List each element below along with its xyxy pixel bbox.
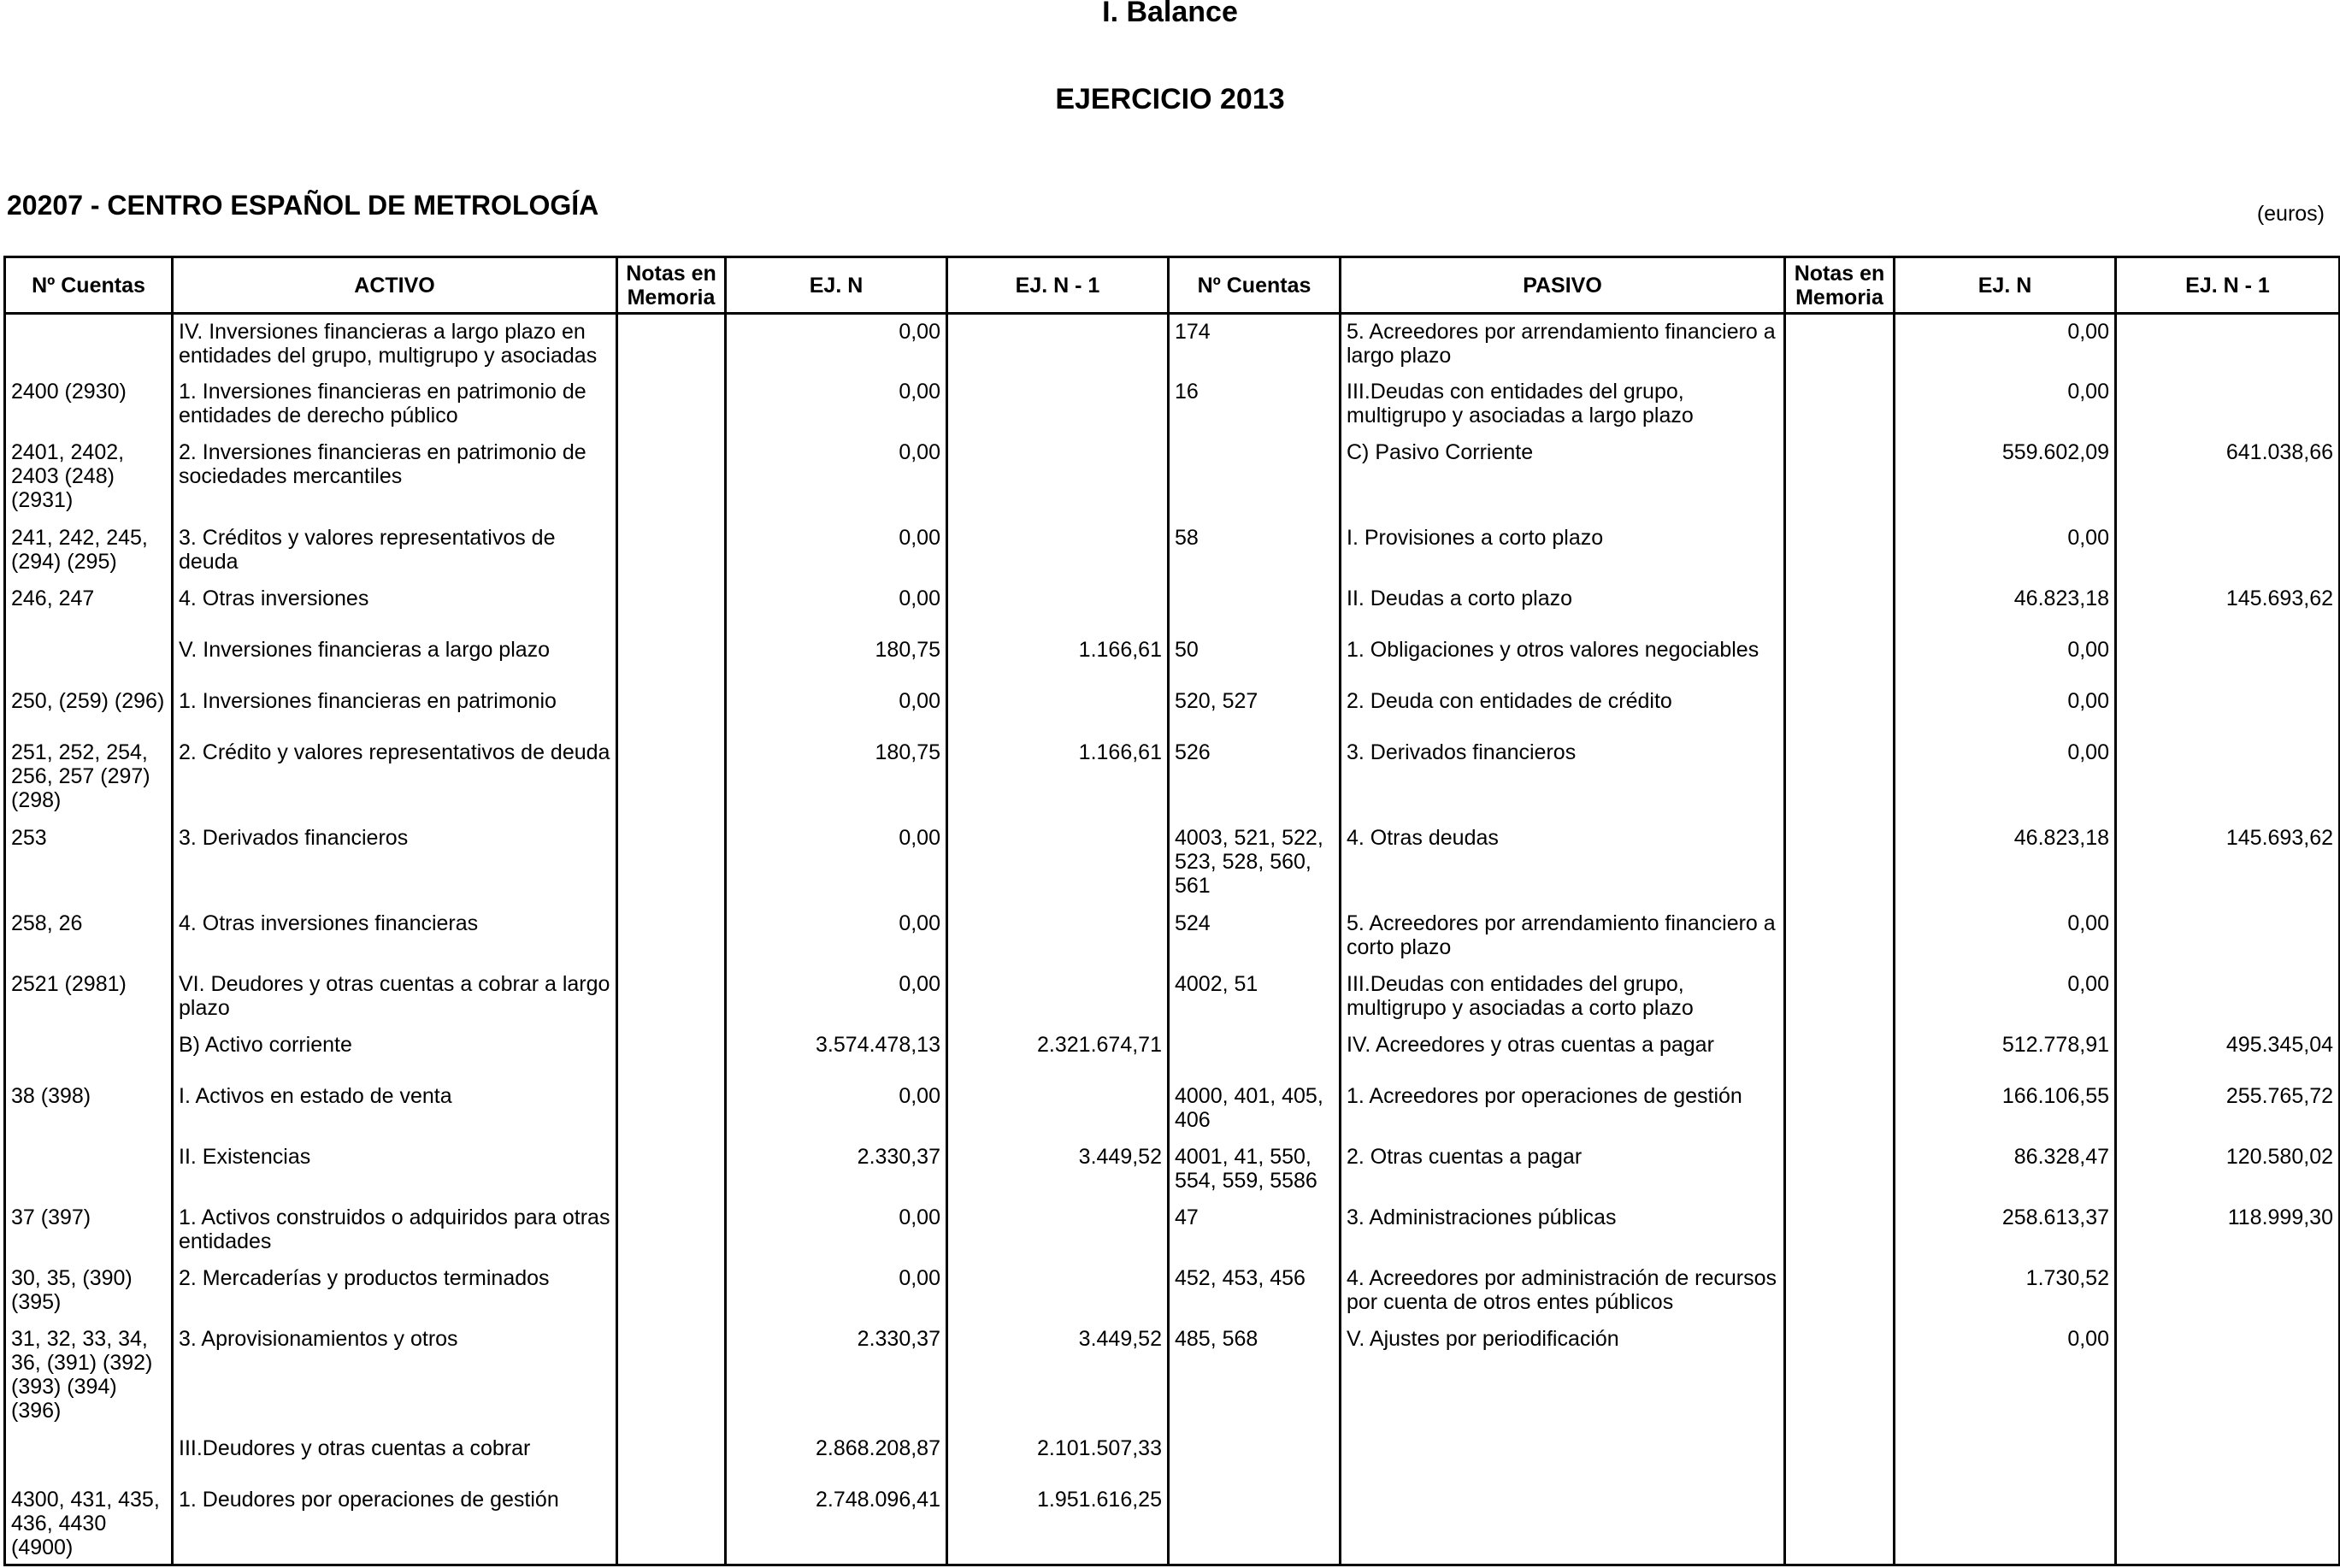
cell-assets-label: 2. Inversiones financieras en patrimonio de sociedades mercantiles bbox=[173, 435, 617, 521]
cell-assets-label: 1. Inversiones financieras en patrimonio de entidades de derecho público bbox=[173, 374, 617, 435]
cell-year-n1-assets bbox=[947, 435, 1169, 521]
cell-accounts-liabilities: 47 bbox=[1169, 1200, 1341, 1261]
cell-year-n-assets: 0,00 bbox=[726, 821, 947, 906]
cell-year-n1-assets: 2.101.507,33 bbox=[947, 1431, 1169, 1483]
cell-accounts-assets: 258, 26 bbox=[5, 906, 173, 967]
cell-year-n1-assets: 1.166,61 bbox=[947, 633, 1169, 684]
cell-accounts-liabilities bbox=[1169, 1431, 1341, 1483]
cell-year-n1-assets: 1.951.616,25 bbox=[947, 1483, 1169, 1565]
cell-liabilities-label: 3. Derivados financieros bbox=[1341, 735, 1785, 821]
cell-accounts-assets: 2400 (2930) bbox=[5, 374, 173, 435]
cell-notes-assets bbox=[617, 821, 726, 906]
cell-year-n-assets: 2.330,37 bbox=[726, 1322, 947, 1431]
cell-year-n1-assets bbox=[947, 821, 1169, 906]
cell-year-n-liabilities: 0,00 bbox=[1895, 906, 2116, 967]
col-header-year-n-assets: EJ. N bbox=[726, 257, 947, 314]
cell-liabilities-label bbox=[1341, 1431, 1785, 1483]
cell-year-n1-liabilities bbox=[2116, 633, 2340, 684]
cell-accounts-liabilities bbox=[1169, 435, 1341, 521]
col-header-liabilities: PASIVO bbox=[1341, 257, 1785, 314]
cell-year-n-assets: 2.748.096,41 bbox=[726, 1483, 947, 1565]
cell-liabilities-label: 2. Otras cuentas a pagar bbox=[1341, 1140, 1785, 1200]
cell-accounts-assets: 4300, 431, 435, 436, 4430 (4900) bbox=[5, 1483, 173, 1565]
cell-year-n1-liabilities: 145.693,62 bbox=[2116, 581, 2340, 633]
cell-year-n1-liabilities bbox=[2116, 1483, 2340, 1565]
cell-liabilities-label bbox=[1341, 1483, 1785, 1565]
table-row bbox=[5, 1322, 2340, 1431]
table-row bbox=[5, 1028, 2340, 1079]
cell-accounts-liabilities: 58 bbox=[1169, 521, 1341, 581]
cell-liabilities-label: 4. Otras deudas bbox=[1341, 821, 1785, 906]
cell-year-n1-assets: 3.449,52 bbox=[947, 1322, 1169, 1431]
col-header-accounts-assets: Nº Cuentas bbox=[5, 257, 173, 314]
cell-accounts-assets: 2521 (2981) bbox=[5, 967, 173, 1028]
cell-accounts-liabilities: 526 bbox=[1169, 735, 1341, 821]
cell-liabilities-label: I. Provisiones a corto plazo bbox=[1341, 521, 1785, 581]
col-header-year-n1-liabilities: EJ. N - 1 bbox=[2116, 257, 2340, 314]
cell-assets-label: 3. Aprovisionamientos y otros bbox=[173, 1322, 617, 1431]
cell-year-n-liabilities: 0,00 bbox=[1895, 314, 2116, 374]
cell-notes-assets bbox=[617, 1483, 726, 1565]
cell-notes-liabilities bbox=[1785, 435, 1895, 521]
cell-year-n-liabilities: 0,00 bbox=[1895, 521, 2116, 581]
table-row bbox=[5, 374, 2340, 435]
cell-year-n-assets: 0,00 bbox=[726, 1200, 947, 1261]
cell-year-n-assets: 0,00 bbox=[726, 1079, 947, 1140]
cell-year-n-liabilities: 46.823,18 bbox=[1895, 581, 2116, 633]
cell-notes-assets bbox=[617, 1261, 726, 1322]
cell-assets-label: IV. Inversiones financieras a largo plazo en entidades del grupo, multigrupo y asociadas bbox=[173, 314, 617, 374]
cell-year-n1-liabilities: 120.580,02 bbox=[2116, 1140, 2340, 1200]
cell-year-n-assets: 0,00 bbox=[726, 435, 947, 521]
cell-accounts-liabilities: 452, 453, 456 bbox=[1169, 1261, 1341, 1322]
cell-notes-assets bbox=[617, 1322, 726, 1431]
col-header-year-n-liabilities: EJ. N bbox=[1895, 257, 2116, 314]
cell-notes-assets bbox=[617, 1200, 726, 1261]
cell-year-n1-assets: 2.321.674,71 bbox=[947, 1028, 1169, 1079]
table-row bbox=[5, 906, 2340, 967]
cell-accounts-assets: 30, 35, (390) (395) bbox=[5, 1261, 173, 1322]
cell-year-n-liabilities: 0,00 bbox=[1895, 633, 2116, 684]
cell-notes-assets bbox=[617, 1431, 726, 1483]
cell-notes-assets bbox=[617, 1140, 726, 1200]
cell-notes-liabilities bbox=[1785, 1079, 1895, 1140]
balance-body bbox=[5, 314, 2340, 1565]
cell-assets-label: 3. Derivados financieros bbox=[173, 821, 617, 906]
cell-assets-label: V. Inversiones financieras a largo plazo bbox=[173, 633, 617, 684]
cell-year-n-liabilities: 46.823,18 bbox=[1895, 821, 2116, 906]
cell-year-n-assets: 0,00 bbox=[726, 314, 947, 374]
cell-year-n1-assets bbox=[947, 314, 1169, 374]
table-row bbox=[5, 314, 2340, 374]
header-row bbox=[5, 257, 2340, 314]
cell-liabilities-label: III.Deudas con entidades del grupo, multigrupo y asociadas a corto plazo bbox=[1341, 967, 1785, 1028]
cell-accounts-assets: 31, 32, 33, 34, 36, (391) (392) (393) (394) (396) bbox=[5, 1322, 173, 1431]
cell-notes-liabilities bbox=[1785, 1322, 1895, 1431]
cell-year-n-assets: 0,00 bbox=[726, 906, 947, 967]
cell-accounts-liabilities: 4003, 521, 522, 523, 528, 560, 561 bbox=[1169, 821, 1341, 906]
cell-notes-assets bbox=[617, 1079, 726, 1140]
cell-year-n1-liabilities bbox=[2116, 684, 2340, 735]
cell-accounts-assets: 251, 252, 254, 256, 257 (297) (298) bbox=[5, 735, 173, 821]
cell-notes-assets bbox=[617, 633, 726, 684]
cell-year-n-liabilities: 0,00 bbox=[1895, 1322, 2116, 1431]
cell-year-n-liabilities: 0,00 bbox=[1895, 374, 2116, 435]
cell-assets-label: 1. Activos construidos o adquiridos para otras entidades bbox=[173, 1200, 617, 1261]
table-row bbox=[5, 1483, 2340, 1565]
cell-year-n1-liabilities bbox=[2116, 906, 2340, 967]
cell-year-n-liabilities: 1.730,52 bbox=[1895, 1261, 2116, 1322]
cell-year-n-assets: 3.574.478,13 bbox=[726, 1028, 947, 1079]
cell-accounts-liabilities bbox=[1169, 1028, 1341, 1079]
cell-assets-label: 2. Crédito y valores representativos de deuda bbox=[173, 735, 617, 821]
cell-liabilities-label: II. Deudas a corto plazo bbox=[1341, 581, 1785, 633]
cell-accounts-assets: 37 (397) bbox=[5, 1200, 173, 1261]
col-header-year-n1-assets: EJ. N - 1 bbox=[947, 257, 1169, 314]
table-row bbox=[5, 821, 2340, 906]
cell-notes-liabilities bbox=[1785, 374, 1895, 435]
cell-year-n-liabilities: 0,00 bbox=[1895, 684, 2116, 735]
cell-liabilities-label: 5. Acreedores por arrendamiento financiero a largo plazo bbox=[1341, 314, 1785, 374]
cell-assets-label: I. Activos en estado de venta bbox=[173, 1079, 617, 1140]
cell-year-n1-liabilities: 641.038,66 bbox=[2116, 435, 2340, 521]
cell-year-n-assets: 0,00 bbox=[726, 684, 947, 735]
cell-liabilities-label: V. Ajustes por periodificación bbox=[1341, 1322, 1785, 1431]
balance-table bbox=[3, 256, 2340, 1566]
cell-assets-label: 3. Créditos y valores representativos de deuda bbox=[173, 521, 617, 581]
col-header-notes-assets: Notas en Memoria bbox=[617, 257, 726, 314]
cell-assets-label: B) Activo corriente bbox=[173, 1028, 617, 1079]
cell-notes-assets bbox=[617, 374, 726, 435]
cell-notes-liabilities bbox=[1785, 1200, 1895, 1261]
cell-year-n1-assets bbox=[947, 684, 1169, 735]
cell-liabilities-label: 4. Acreedores por administración de recursos por cuenta de otros entes públicos bbox=[1341, 1261, 1785, 1322]
cell-accounts-assets bbox=[5, 1140, 173, 1200]
cell-year-n-liabilities: 258.613,37 bbox=[1895, 1200, 2116, 1261]
cell-assets-label: 4. Otras inversiones bbox=[173, 581, 617, 633]
cell-notes-liabilities bbox=[1785, 967, 1895, 1028]
cell-notes-liabilities bbox=[1785, 1261, 1895, 1322]
cell-year-n-liabilities: 0,00 bbox=[1895, 735, 2116, 821]
col-header-accounts-liabilities: Nº Cuentas bbox=[1169, 257, 1341, 314]
table-row bbox=[5, 581, 2340, 633]
cell-accounts-assets: 250, (259) (296) bbox=[5, 684, 173, 735]
units-label: (euros) bbox=[2256, 202, 2325, 226]
cell-accounts-assets: 38 (398) bbox=[5, 1079, 173, 1140]
cell-assets-label: 1. Inversiones financieras en patrimonio bbox=[173, 684, 617, 735]
cell-year-n-assets: 0,00 bbox=[726, 581, 947, 633]
cell-assets-label: 1. Deudores por operaciones de gestión bbox=[173, 1483, 617, 1565]
cell-notes-liabilities bbox=[1785, 1483, 1895, 1565]
cell-assets-label: 2. Mercaderías y productos terminados bbox=[173, 1261, 617, 1322]
cell-year-n1-liabilities bbox=[2116, 967, 2340, 1028]
cell-year-n1-liabilities bbox=[2116, 314, 2340, 374]
cell-accounts-liabilities: 485, 568 bbox=[1169, 1322, 1341, 1431]
table-row bbox=[5, 1431, 2340, 1483]
cell-notes-liabilities bbox=[1785, 906, 1895, 967]
cell-notes-liabilities bbox=[1785, 1431, 1895, 1483]
cell-notes-assets bbox=[617, 435, 726, 521]
cell-accounts-liabilities: 16 bbox=[1169, 374, 1341, 435]
cell-notes-assets bbox=[617, 314, 726, 374]
cell-accounts-assets: 241, 242, 245, (294) (295) bbox=[5, 521, 173, 581]
cell-notes-liabilities bbox=[1785, 684, 1895, 735]
cell-accounts-assets bbox=[5, 633, 173, 684]
table-row bbox=[5, 435, 2340, 521]
table-row bbox=[5, 1079, 2340, 1140]
cell-year-n-assets: 0,00 bbox=[726, 521, 947, 581]
cell-accounts-liabilities: 524 bbox=[1169, 906, 1341, 967]
cell-accounts-assets: 253 bbox=[5, 821, 173, 906]
cell-accounts-liabilities: 4002, 51 bbox=[1169, 967, 1341, 1028]
cell-assets-label: VI. Deudores y otras cuentas a cobrar a largo plazo bbox=[173, 967, 617, 1028]
table-row bbox=[5, 1261, 2340, 1322]
cell-year-n1-liabilities: 145.693,62 bbox=[2116, 821, 2340, 906]
cell-notes-assets bbox=[617, 684, 726, 735]
cell-year-n-liabilities: 166.106,55 bbox=[1895, 1079, 2116, 1140]
cell-year-n1-liabilities bbox=[2116, 374, 2340, 435]
cell-year-n1-assets bbox=[947, 906, 1169, 967]
cell-accounts-assets bbox=[5, 1431, 173, 1483]
cell-year-n1-liabilities bbox=[2116, 1322, 2340, 1431]
table-row bbox=[5, 521, 2340, 581]
cell-year-n-liabilities: 0,00 bbox=[1895, 967, 2116, 1028]
cell-notes-assets bbox=[617, 521, 726, 581]
cell-accounts-liabilities: 174 bbox=[1169, 314, 1341, 374]
cell-notes-liabilities bbox=[1785, 1028, 1895, 1079]
cell-notes-liabilities bbox=[1785, 581, 1895, 633]
cell-accounts-assets bbox=[5, 1028, 173, 1079]
cell-year-n1-liabilities bbox=[2116, 1431, 2340, 1483]
cell-accounts-assets: 2401, 2402, 2403 (248) (2931) bbox=[5, 435, 173, 521]
cell-accounts-assets: 246, 247 bbox=[5, 581, 173, 633]
cell-year-n-assets: 0,00 bbox=[726, 1261, 947, 1322]
table-row bbox=[5, 735, 2340, 821]
cell-year-n1-liabilities: 118.999,30 bbox=[2116, 1200, 2340, 1261]
cell-liabilities-label: C) Pasivo Corriente bbox=[1341, 435, 1785, 521]
cell-accounts-liabilities: 50 bbox=[1169, 633, 1341, 684]
cell-year-n-liabilities bbox=[1895, 1431, 2116, 1483]
cell-year-n-assets: 180,75 bbox=[726, 633, 947, 684]
cell-accounts-liabilities: 4000, 401, 405, 406 bbox=[1169, 1079, 1341, 1140]
cell-assets-label: 4. Otras inversiones financieras bbox=[173, 906, 617, 967]
entity-name: 20207 - CENTRO ESPAÑOL DE METROLOGÍA bbox=[7, 190, 599, 221]
table-row bbox=[5, 967, 2340, 1028]
cell-liabilities-label: IV. Acreedores y otras cuentas a pagar bbox=[1341, 1028, 1785, 1079]
cell-notes-liabilities bbox=[1785, 633, 1895, 684]
cell-year-n1-assets bbox=[947, 581, 1169, 633]
page-title: I. Balance bbox=[1102, 0, 1238, 28]
cell-year-n1-liabilities bbox=[2116, 1261, 2340, 1322]
cell-year-n1-assets bbox=[947, 1261, 1169, 1322]
cell-year-n1-liabilities: 495.345,04 bbox=[2116, 1028, 2340, 1079]
cell-liabilities-label: 2. Deuda con entidades de crédito bbox=[1341, 684, 1785, 735]
cell-accounts-liabilities bbox=[1169, 1483, 1341, 1565]
cell-year-n1-liabilities bbox=[2116, 735, 2340, 821]
cell-year-n1-assets bbox=[947, 967, 1169, 1028]
cell-year-n1-assets bbox=[947, 374, 1169, 435]
cell-accounts-liabilities: 4001, 41, 550, 554, 559, 5586 bbox=[1169, 1140, 1341, 1200]
cell-assets-label: II. Existencias bbox=[173, 1140, 617, 1200]
cell-year-n1-liabilities bbox=[2116, 521, 2340, 581]
cell-year-n-assets: 2.330,37 bbox=[726, 1140, 947, 1200]
cell-year-n-liabilities: 559.602,09 bbox=[1895, 435, 2116, 521]
cell-notes-assets bbox=[617, 967, 726, 1028]
cell-liabilities-label: 3. Administraciones públicas bbox=[1341, 1200, 1785, 1261]
table-row bbox=[5, 684, 2340, 735]
fiscal-year-title: EJERCICIO 2013 bbox=[1055, 83, 1285, 115]
cell-notes-liabilities bbox=[1785, 521, 1895, 581]
cell-year-n-assets: 2.868.208,87 bbox=[726, 1431, 947, 1483]
cell-notes-assets bbox=[617, 906, 726, 967]
cell-liabilities-label: 1. Obligaciones y otros valores negociables bbox=[1341, 633, 1785, 684]
cell-liabilities-label: 1. Acreedores por operaciones de gestión bbox=[1341, 1079, 1785, 1140]
cell-liabilities-label: 5. Acreedores por arrendamiento financiero a corto plazo bbox=[1341, 906, 1785, 967]
cell-notes-assets bbox=[617, 581, 726, 633]
cell-notes-liabilities bbox=[1785, 314, 1895, 374]
cell-notes-liabilities bbox=[1785, 735, 1895, 821]
cell-year-n1-assets: 1.166,61 bbox=[947, 735, 1169, 821]
cell-year-n-assets: 180,75 bbox=[726, 735, 947, 821]
cell-accounts-liabilities: 520, 527 bbox=[1169, 684, 1341, 735]
table-row bbox=[5, 1140, 2340, 1200]
table-row bbox=[5, 633, 2340, 684]
cell-liabilities-label: III.Deudas con entidades del grupo, multigrupo y asociadas a largo plazo bbox=[1341, 374, 1785, 435]
col-header-assets: ACTIVO bbox=[173, 257, 617, 314]
cell-year-n1-assets bbox=[947, 521, 1169, 581]
cell-accounts-assets bbox=[5, 314, 173, 374]
cell-year-n-liabilities: 86.328,47 bbox=[1895, 1140, 2116, 1200]
cell-year-n1-assets: 3.449,52 bbox=[947, 1140, 1169, 1200]
cell-year-n-assets: 0,00 bbox=[726, 374, 947, 435]
cell-notes-assets bbox=[617, 735, 726, 821]
table-row bbox=[5, 1200, 2340, 1261]
cell-year-n1-liabilities: 255.765,72 bbox=[2116, 1079, 2340, 1140]
cell-year-n1-assets bbox=[947, 1200, 1169, 1261]
cell-notes-assets bbox=[617, 1028, 726, 1079]
cell-notes-liabilities bbox=[1785, 1140, 1895, 1200]
cell-year-n-liabilities bbox=[1895, 1483, 2116, 1565]
cell-year-n-assets: 0,00 bbox=[726, 967, 947, 1028]
cell-assets-label: III.Deudores y otras cuentas a cobrar bbox=[173, 1431, 617, 1483]
cell-accounts-liabilities bbox=[1169, 581, 1341, 633]
cell-year-n1-assets bbox=[947, 1079, 1169, 1140]
cell-year-n-liabilities: 512.778,91 bbox=[1895, 1028, 2116, 1079]
cell-notes-liabilities bbox=[1785, 821, 1895, 906]
col-header-notes-liabilities: Notas en Memoria bbox=[1785, 257, 1895, 314]
